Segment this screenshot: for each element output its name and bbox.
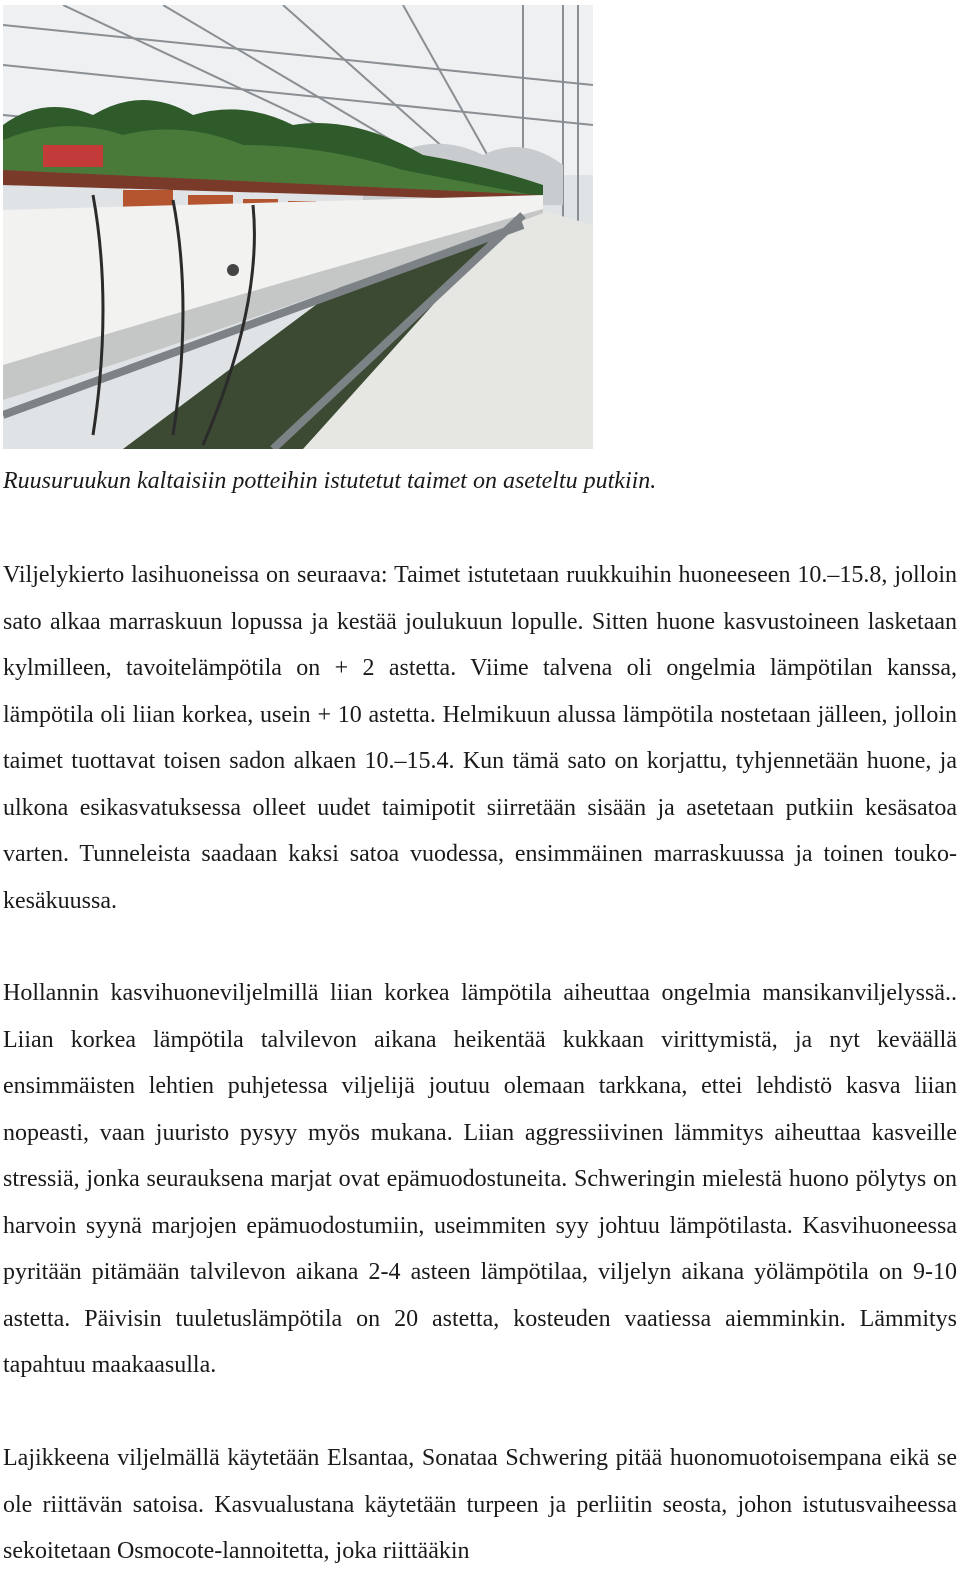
- greenhouse-photo: [3, 5, 593, 449]
- photo-caption: Ruusuruukun kaltaisiin potteihin istutetut taimet on aseteltu putkiin.: [3, 468, 657, 494]
- body-paragraph: Lajikkeena viljelmällä käytetään Elsantaa, Sonataa Schwering pitää huonomuotoisempana eikä se ole riittävän satoisa. Kasvualustana käytetään turpeen ja perliitin seosta, johon istutusvaiheessa sekoitetaan Osmocote-lannoitetta, joka riittääkin: [3, 1445, 957, 1564]
- body-paragraph: Viljelykierto lasihuoneissa on seuraava: Taimet istutetaan ruukkuihin huoneeseen 10.–15.8, jolloin sato alkaa marraskuun lopussa ja kestää joulukuun lopulle. Sitten huone kasvustoineen lasketaan kylmilleen, tavoitelämpötila on + 2 astetta. Viime talvena oli ongelmia lämpötilan kanssa, lämpötila oli liian korkea, usein + 10 astetta. Helmikuun alussa lämpötila nostetaan jälleen, jolloin taimet tuottavat toisen sadon alkaen 10.–15.4. Kun tämä sato on korjattu, tyhjennetään huone, ja ulkona esikasvatuksessa olleet uudet taimipotit siirretään sisään ja asetetaan putkiin kesäsatoa varten. Tunneleista saadaan kaksi satoa vuodessa, ensimmäinen marraskuussa ja toinen touko-kesäkuussa.: [3, 562, 957, 914]
- body-paragraph: Hollannin kasvihuoneviljelmillä liian korkea lämpötila aiheuttaa ongelmia mansikanviljelyssä.. Liian korkea lämpötila talvilevon aikana heikentää kukkaan virittymistä, ja nyt keväällä ensimmäisten lehtien puhjetessa viljelijä joutuu olemaan tarkkana, ettei lehdistö kasva liian nopeasti, vaan juuristo pysyy myös mukana. Liian aggressiivinen lämmitys aiheuttaa kasveille stressiä, jonka seurauksena marjat ovat epämuodostuneita. Schweringin mielestä huono pölytys on harvoin syynä marjojen epämuodostumiin, useimmiten syy johtuu lämpötilasta. Kasvihuoneessa pyritään pitämään talvilevon aikana 2-4 asteen lämpötilaa, viljelyn aikana yölämpötila on 9-10 astetta. Päivisin tuuletuslämpötila on 20 astetta, kosteuden vaatiessa aiemminkin. Lämmitys tapahtuu maakaasulla.: [3, 980, 957, 1378]
